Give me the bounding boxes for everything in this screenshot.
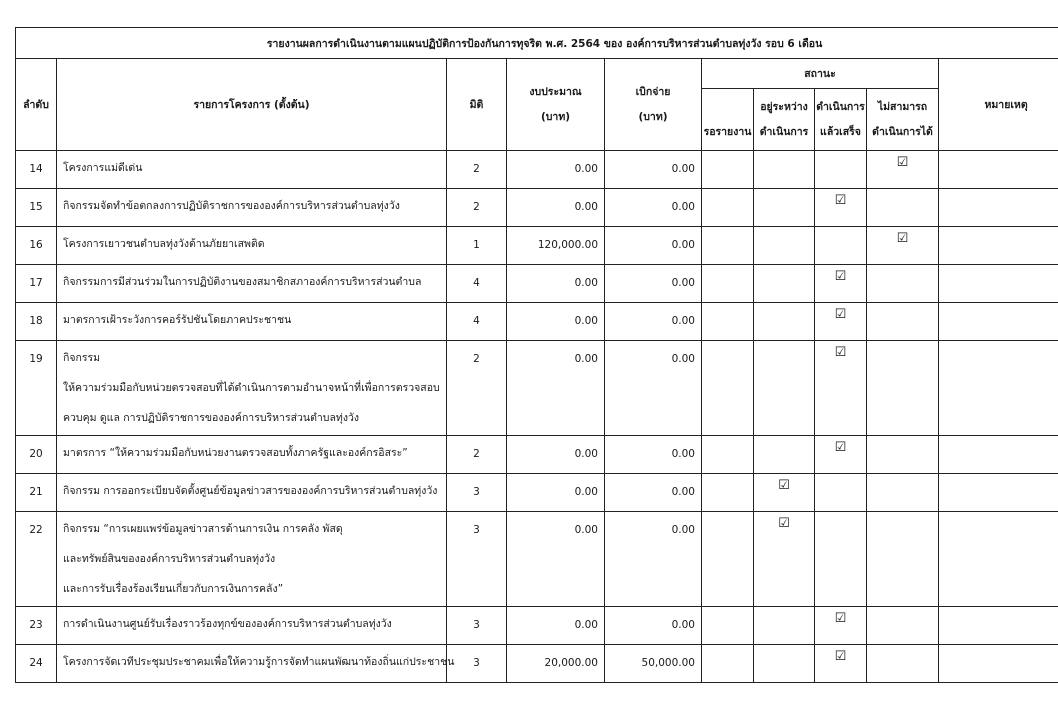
checkbox-checked-icon: ☑ — [834, 269, 847, 284]
row-project-line: กิจกรรม — [63, 352, 101, 364]
checkbox-checked-icon: ☑ — [896, 155, 909, 170]
row-project-line: กิจกรรม “การเผยแพร่ข้อมูลข่าวสารด้านการเงิน การคลัง พัสดุ — [63, 523, 343, 535]
row-status-inprogress — [754, 474, 815, 512]
row-dimension: 4 — [447, 265, 507, 303]
row-status-unable — [867, 151, 939, 189]
row-remarks — [939, 607, 1058, 645]
row-spent: 0.00 — [605, 341, 702, 436]
row-status-pending — [702, 645, 754, 683]
row-spent: 50,000.00 — [605, 645, 702, 683]
checkbox-checked-icon: ☑ — [834, 649, 847, 664]
header-status-done-line2: แล้วเสร็จ — [820, 125, 861, 138]
row-budget: 0.00 — [507, 189, 605, 227]
row-project-line: และการรับเรื่องร้องเรียนเกี่ยวกับการเงินการคลัง” — [63, 583, 284, 595]
row-project — [57, 189, 447, 227]
row-spent: 0.00 — [605, 265, 702, 303]
row-status-pending — [702, 265, 754, 303]
row-project — [57, 303, 447, 341]
row-remarks — [939, 474, 1058, 512]
row-project — [57, 151, 447, 189]
row-spent: 0.00 — [605, 474, 702, 512]
row-status-inprogress — [754, 303, 815, 341]
row-budget: 0.00 — [507, 474, 605, 512]
row-status-inprogress — [754, 436, 815, 474]
checkbox-checked-icon: ☑ — [778, 478, 790, 493]
row-status-done — [815, 645, 867, 683]
row-budget: 0.00 — [507, 341, 605, 436]
row-seq: 22 — [16, 512, 57, 607]
header-spent-line1: เบิกจ่าย — [635, 85, 671, 98]
row-project-line: โครงการจัดเวทีประชุมประชาคมเพื่อให้ความรู้การจัดทำแผนพัฒนาท้องถิ่นแก่ประชาชน — [63, 656, 455, 668]
row-status-unable — [867, 341, 939, 436]
header-budget — [507, 59, 605, 151]
row-budget: 0.00 — [507, 265, 605, 303]
row-seq: 15 — [16, 189, 57, 227]
row-remarks — [939, 227, 1058, 265]
row-spent: 0.00 — [605, 189, 702, 227]
checkbox-checked-icon: ☑ — [896, 231, 909, 246]
row-remarks — [939, 189, 1058, 227]
row-remarks — [939, 341, 1058, 436]
row-seq: 21 — [16, 474, 57, 512]
row-remarks — [939, 151, 1058, 189]
row-status-pending — [702, 303, 754, 341]
header-status-done-line1: ดำเนินการ — [816, 100, 865, 113]
table-row — [16, 303, 1058, 341]
row-project — [57, 645, 455, 683]
row-status-done — [815, 303, 867, 341]
header-status-done — [815, 89, 867, 151]
row-status-inprogress — [754, 607, 815, 645]
row-budget: 120,000.00 — [507, 227, 605, 265]
header-status-inprogress-line2: ดำเนินการ — [759, 125, 809, 138]
table-row — [16, 512, 1058, 607]
row-seq: 18 — [16, 303, 57, 341]
row-dimension: 4 — [447, 303, 507, 341]
row-remarks — [939, 512, 1058, 607]
row-status-unable — [867, 607, 939, 645]
row-project — [57, 607, 447, 645]
header-dimension: มิติ — [447, 59, 507, 151]
table-row — [16, 341, 1058, 436]
row-status-inprogress — [754, 265, 815, 303]
row-spent: 0.00 — [605, 303, 702, 341]
row-status-unable — [867, 265, 939, 303]
row-status-done — [815, 189, 867, 227]
row-dimension: 2 — [447, 436, 507, 474]
row-status-unable — [867, 227, 939, 265]
table-row — [16, 474, 1058, 512]
row-status-done — [815, 607, 867, 645]
row-seq: 24 — [16, 645, 57, 683]
row-project — [57, 265, 447, 303]
row-status-done — [815, 227, 867, 265]
table-row — [16, 436, 1058, 474]
row-dimension: 1 — [447, 227, 507, 265]
row-project-line: ให้ความร่วมมือกับหน่วยตรวจสอบที่ได้ดำเนินการตามอำนาจหน้าที่เพื่อการตรวจสอบ — [63, 382, 440, 394]
row-seq: 19 — [16, 341, 57, 436]
row-project-line: ควบคุม ดูแล การปฏิบัติราชการขององค์การบริหารส่วนตำบลทุ่งวัง — [63, 412, 359, 424]
row-status-unable — [867, 645, 939, 683]
row-status-done — [815, 512, 867, 607]
checkbox-checked-icon: ☑ — [778, 516, 790, 531]
row-project — [57, 341, 447, 436]
checkbox-checked-icon: ☑ — [834, 193, 847, 208]
checkbox-checked-icon: ☑ — [834, 611, 847, 626]
row-spent: 0.00 — [605, 607, 702, 645]
header-remarks: หมายเหตุ — [939, 59, 1058, 151]
row-budget: 0.00 — [507, 303, 605, 341]
row-status-unable — [867, 189, 939, 227]
row-dimension: 2 — [447, 151, 507, 189]
header-budget-line1: งบประมาณ — [529, 85, 582, 98]
row-status-unable — [867, 436, 939, 474]
table-row — [16, 151, 1058, 189]
row-status-pending — [702, 341, 754, 436]
row-status-inprogress — [754, 512, 815, 607]
row-spent: 0.00 — [605, 512, 702, 607]
row-status-done — [815, 474, 867, 512]
table-row — [16, 227, 1058, 265]
checkbox-checked-icon: ☑ — [834, 307, 847, 322]
row-status-pending — [702, 607, 754, 645]
row-status-inprogress — [754, 645, 815, 683]
row-status-pending — [702, 151, 754, 189]
header-project: รายการโครงการ (ตั้งต้น) — [57, 59, 447, 151]
row-seq: 14 — [16, 151, 57, 189]
row-spent: 0.00 — [605, 151, 702, 189]
report-title: รายงานผลการดำเนินงานตามแผนปฏิบัติการป้องกันการทุจริต พ.ศ. 2564 ของ องค์การบริหารส่วนตำบลทุ่งวัง รอบ 6 เดือน — [16, 28, 1058, 59]
row-project-line: โครงการเยาวชนตำบลทุ่งวังต้านภัยยาเสพติด — [63, 238, 265, 250]
row-spent: 0.00 — [605, 227, 702, 265]
row-project-line: และทรัพย์สินขององค์การบริหารส่วนตำบลทุ่งวัง — [63, 553, 276, 565]
row-status-done — [815, 265, 867, 303]
row-seq: 16 — [16, 227, 57, 265]
header-status-inprogress-line1: อยู่ระหว่าง — [760, 100, 808, 113]
header-status-pending — [702, 89, 754, 151]
row-status-done — [815, 436, 867, 474]
header-spent — [605, 59, 702, 151]
header-status: สถานะ — [702, 59, 939, 89]
header-status-unable-line1: ไม่สามารถ — [877, 100, 928, 113]
table-row — [16, 265, 1058, 303]
row-budget: 20,000.00 — [507, 645, 605, 683]
table-row — [16, 189, 1058, 227]
row-status-pending — [702, 474, 754, 512]
row-seq: 17 — [16, 265, 57, 303]
table-row — [16, 645, 1058, 683]
row-remarks — [939, 436, 1058, 474]
row-status-unable — [867, 512, 939, 607]
row-status-inprogress — [754, 227, 815, 265]
header-status-inprogress — [754, 89, 815, 151]
header-status-pending-label: รอรายงาน — [703, 125, 752, 138]
row-remarks — [939, 645, 1058, 683]
header-seq: ลำดับ — [16, 59, 57, 151]
row-dimension: 2 — [447, 189, 507, 227]
checkbox-checked-icon: ☑ — [834, 345, 847, 360]
row-status-done — [815, 341, 867, 436]
row-project-line: กิจกรรมจัดทำข้อตกลงการปฏิบัติราชการขององค์การบริหารส่วนตำบลทุ่งวัง — [63, 200, 400, 212]
row-dimension: 3 — [447, 474, 507, 512]
row-status-inprogress — [754, 341, 815, 436]
row-project-line: โครงการแม่ดีเด่น — [63, 162, 143, 174]
header-status-unable — [867, 89, 939, 151]
checkbox-checked-icon: ☑ — [834, 440, 847, 455]
row-seq: 20 — [16, 436, 57, 474]
row-status-pending — [702, 436, 754, 474]
table-row — [16, 607, 1058, 645]
row-status-pending — [702, 227, 754, 265]
row-budget: 0.00 — [507, 151, 605, 189]
row-status-unable — [867, 474, 939, 512]
table-body — [16, 151, 1058, 683]
row-dimension: 3 — [447, 512, 507, 607]
row-project — [57, 474, 447, 512]
row-remarks — [939, 303, 1058, 341]
row-project-line: การดำเนินงานศูนย์รับเรื่องราวร้องทุกข์ขององค์การบริหารส่วนตำบลทุ่งวัง — [63, 618, 392, 630]
row-project-line: มาตรการเฝ้าระวังการคอร์รัปชันโดยภาคประชาชน — [63, 314, 292, 326]
row-dimension: 3 — [447, 607, 507, 645]
row-project-line: กิจกรรมการมีส่วนร่วมในการปฏิบัติงานของสมาชิกสภาองค์การบริหารส่วนตำบล — [63, 276, 422, 288]
row-status-pending — [702, 189, 754, 227]
header-spent-line2: (บาท) — [638, 110, 668, 123]
row-project-line: มาตรการ “ให้ความร่วมมือกับหน่วยงานตรวจสอบทั้งภาครัฐและองค์กรอิสระ” — [63, 447, 408, 459]
row-dimension: 2 — [447, 341, 507, 436]
row-project — [57, 436, 447, 474]
row-spent: 0.00 — [605, 436, 702, 474]
row-project-line: กิจกรรม การออกระเบียบจัดตั้งศูนย์ข้อมูลข่าวสารขององค์การบริหารส่วนตำบลทุ่งวัง — [63, 485, 438, 497]
row-status-done — [815, 151, 867, 189]
row-budget: 0.00 — [507, 607, 605, 645]
row-status-inprogress — [754, 151, 815, 189]
row-status-inprogress — [754, 189, 815, 227]
row-seq: 23 — [16, 607, 57, 645]
header-budget-line2: (บาท) — [540, 110, 571, 123]
row-project — [57, 227, 447, 265]
row-budget: 0.00 — [507, 512, 605, 607]
row-status-unable — [867, 303, 939, 341]
header-status-unable-line2: ดำเนินการได้ — [872, 125, 933, 138]
row-remarks — [939, 265, 1058, 303]
report-table — [15, 27, 1058, 683]
row-budget: 0.00 — [507, 436, 605, 474]
row-project — [57, 512, 447, 607]
row-dimension: 3 — [447, 645, 507, 683]
row-status-pending — [702, 512, 754, 607]
